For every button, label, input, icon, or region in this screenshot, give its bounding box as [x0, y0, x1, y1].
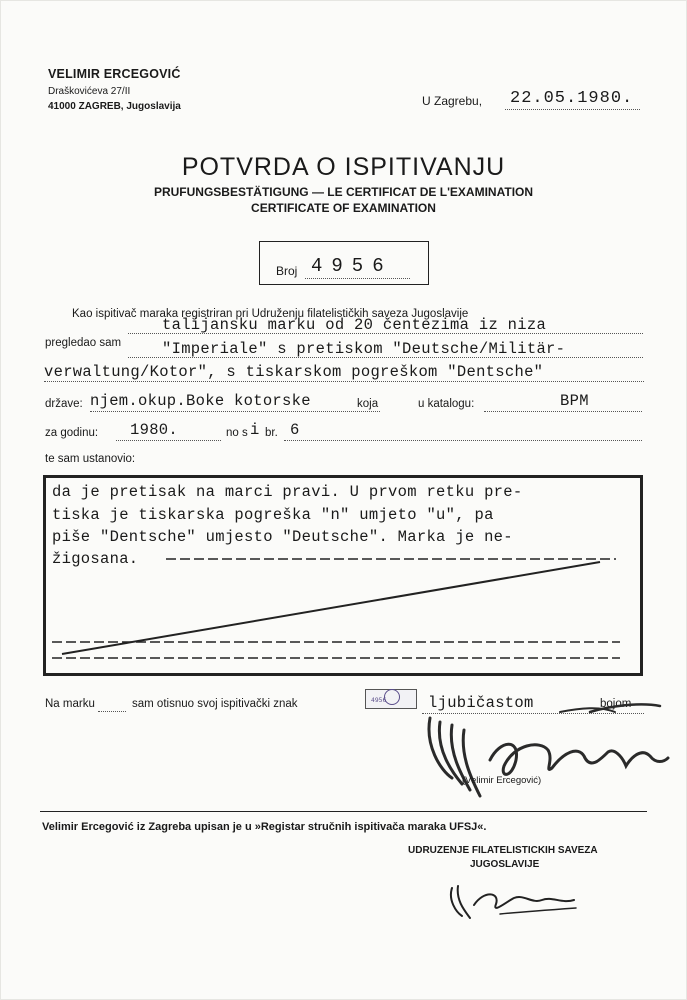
stamp-number: 4956 [371, 697, 387, 704]
issuer-name: VELIMIR ERCEGOVIĆ [48, 67, 181, 81]
certificate-number-label: Broj [276, 264, 298, 278]
marking-mid: sam otisnuo svoj ispitivački znak [132, 698, 298, 710]
intro-text: Kao ispitivač maraka registriran pri Udruženju filatelističkih saveza Jugoslavije [72, 308, 469, 320]
country-value: njem.okup.Boke kotorske [90, 392, 311, 410]
signature-caption: (Velimir Ercegović) [462, 775, 542, 786]
examined-label: pregledao sam [45, 337, 122, 349]
marking-prefix: Na marku [45, 698, 95, 710]
finding-line-3: piše "Dentsche" umjesto "Deutsche". Marka je ne- [52, 528, 513, 546]
page-label: no s [226, 427, 248, 439]
finding-line-2: tiska je tiskarska pogreška "n" umjeto "u", pa [52, 506, 494, 524]
catalog-value: BPM [560, 392, 589, 410]
place-label: U Zagrebu, [422, 94, 483, 108]
ink-color-value: ljubičastom [428, 694, 534, 712]
description-line-2: "Imperiale" s pretiskom "Deutsche/Militär- [162, 340, 566, 358]
issuer-street: Draškovićeva 27/II [48, 86, 131, 97]
country-label: države: [45, 398, 83, 410]
document-subtitle-1: PRUFUNGSBESTÄTIGUNG — LE CERTIFICAT DE L'EXAMINATION [153, 185, 534, 199]
page-value: i [250, 421, 260, 439]
marking-suffix: bojom [600, 698, 632, 710]
association-signature-flourish [500, 908, 576, 914]
catalog-label: u katalogu: [418, 398, 475, 410]
association-name-line-1: UDRUZENJE FILATELISTICKIH SAVEZA [408, 845, 598, 856]
finding-line-1: da je pretisak na marci pravi. U prvom retku pre- [52, 483, 523, 501]
date-value: 22.05.1980. [510, 89, 634, 108]
year-value: 1980. [130, 421, 179, 439]
number-label: br. [265, 427, 278, 439]
document-title: POTVRDA O ISPITIVANJU [181, 153, 506, 181]
finding-line-4: žigosana. [52, 550, 139, 568]
description-line-1: talijansku marku od 20 čentezima iz niza [162, 316, 547, 334]
catalog-prefix: koja [357, 398, 379, 410]
finding-label: te sam ustanovio: [45, 453, 136, 465]
document-subtitle-2: CERTIFICATE OF EXAMINATION [251, 201, 436, 215]
issuer-city: 41000 ZAGREB, Jugoslavija [48, 101, 181, 112]
year-label: za godinu: [45, 427, 99, 439]
registry-text: Velimir Ercegović iz Zagreba upisan je u »Registar stručnih ispitivača maraka UFSJ«. [42, 821, 487, 833]
association-name-line-2: JUGOSLAVIJE [470, 859, 540, 870]
number-value: 6 [290, 421, 300, 439]
certificate-number-value: 4956 [311, 255, 393, 277]
description-line-3: verwaltung/Kotor", s tiskarskom pogreškom "Dentsche" [44, 363, 544, 381]
